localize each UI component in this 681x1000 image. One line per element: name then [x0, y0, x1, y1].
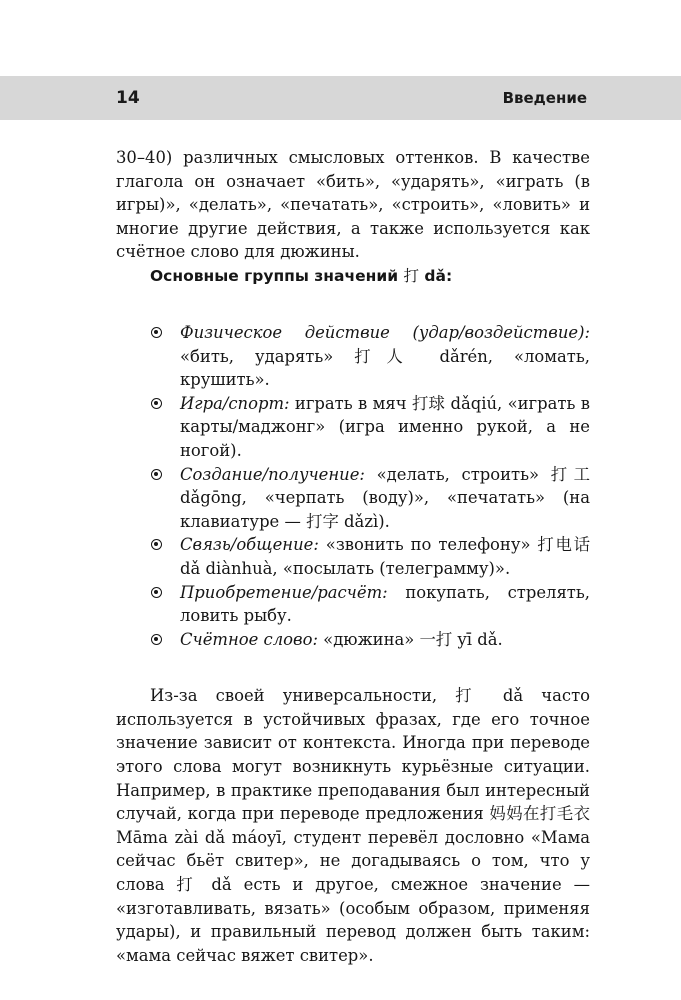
group-text: «звонить по телефону» 打电话 dǎ diànhuà, «посылать (телеграмму)». — [180, 535, 590, 578]
group-text: «делать, строить» 打工 dǎgōng, «черпать (воду)», «печатать» (на клавиатуре — 打字 dǎzì). — [180, 464, 590, 531]
group-category: Физическое действие (удар/воздействие): — [180, 322, 590, 342]
group-text: «дюжина» 一打 yī dǎ. — [317, 629, 503, 649]
group-text: «бить, ударять» 打人 dǎrén, «ломать, крушить». — [180, 346, 590, 390]
page-body — [116, 146, 590, 967]
groups-heading — [116, 264, 590, 288]
group-category: Связь/общение: — [180, 535, 319, 555]
group-text: покупать, стрелять, ловить рыбу. — [180, 582, 590, 626]
list-item — [116, 628, 590, 652]
page-number: 14 — [116, 88, 140, 108]
list-item — [116, 581, 590, 628]
closing-paragraph: Из-за своей универсальности, 打 dǎ часто используется в устойчивых фразах, где его точное значение зависит от контекста. Иногда при переводе этого слова могут возникнуть курьёзные ситуации. Например, в практике преподавания был интересный случай, когда при переводе предложения 妈妈在打毛衣 Māma zài dǎ máoyī, студент перевёл дословно «Мама сейчас бьёт свитер», не догадываясь о том, что у слова 打 dǎ есть и другое, смежное значение — «изготавливать, вязать» (особым образом, применяя удары), и правильный перевод должен быть таким: «мама сейчас вяжет свитер». — [116, 686, 590, 965]
circle-bullet-icon — [151, 327, 162, 338]
group-category: Приобретение/расчёт: — [180, 582, 388, 602]
meaning-groups-list — [116, 321, 590, 651]
group-text: играть в мяч 打球 dǎqiú, «играть в карты/маджонг» (игра именно рукой, а не ногой). — [180, 393, 590, 460]
list-item — [116, 392, 590, 463]
group-category: Игра/спорт: — [180, 393, 290, 413]
group-category: Создание/получение: — [180, 464, 365, 484]
list-item — [116, 463, 590, 534]
circle-bullet-icon — [151, 469, 162, 480]
section-title: Введение — [502, 89, 587, 107]
circle-bullet-icon — [151, 634, 162, 645]
groups-heading-text: Основные группы значений — [150, 266, 399, 285]
circle-bullet-icon — [151, 398, 162, 409]
groups-heading-colon: : — [445, 266, 453, 285]
groups-heading-hanzi: 打 — [403, 266, 419, 285]
list-item — [116, 321, 590, 392]
intro-paragraph: 30–40) различных смысловых оттенков. В качестве глагола он означает «бить», «ударять», «играть (в игры)», «делать», «печатать», «строить», «ловить» и многие другие действия, а также используется как счётное слово для дюжины. — [116, 148, 590, 262]
circle-bullet-icon — [151, 587, 162, 598]
circle-bullet-icon — [151, 539, 162, 550]
groups-heading-pinyin: dǎ — [424, 266, 446, 285]
group-category: Счётное слово: — [180, 629, 318, 649]
list-item — [116, 533, 590, 580]
